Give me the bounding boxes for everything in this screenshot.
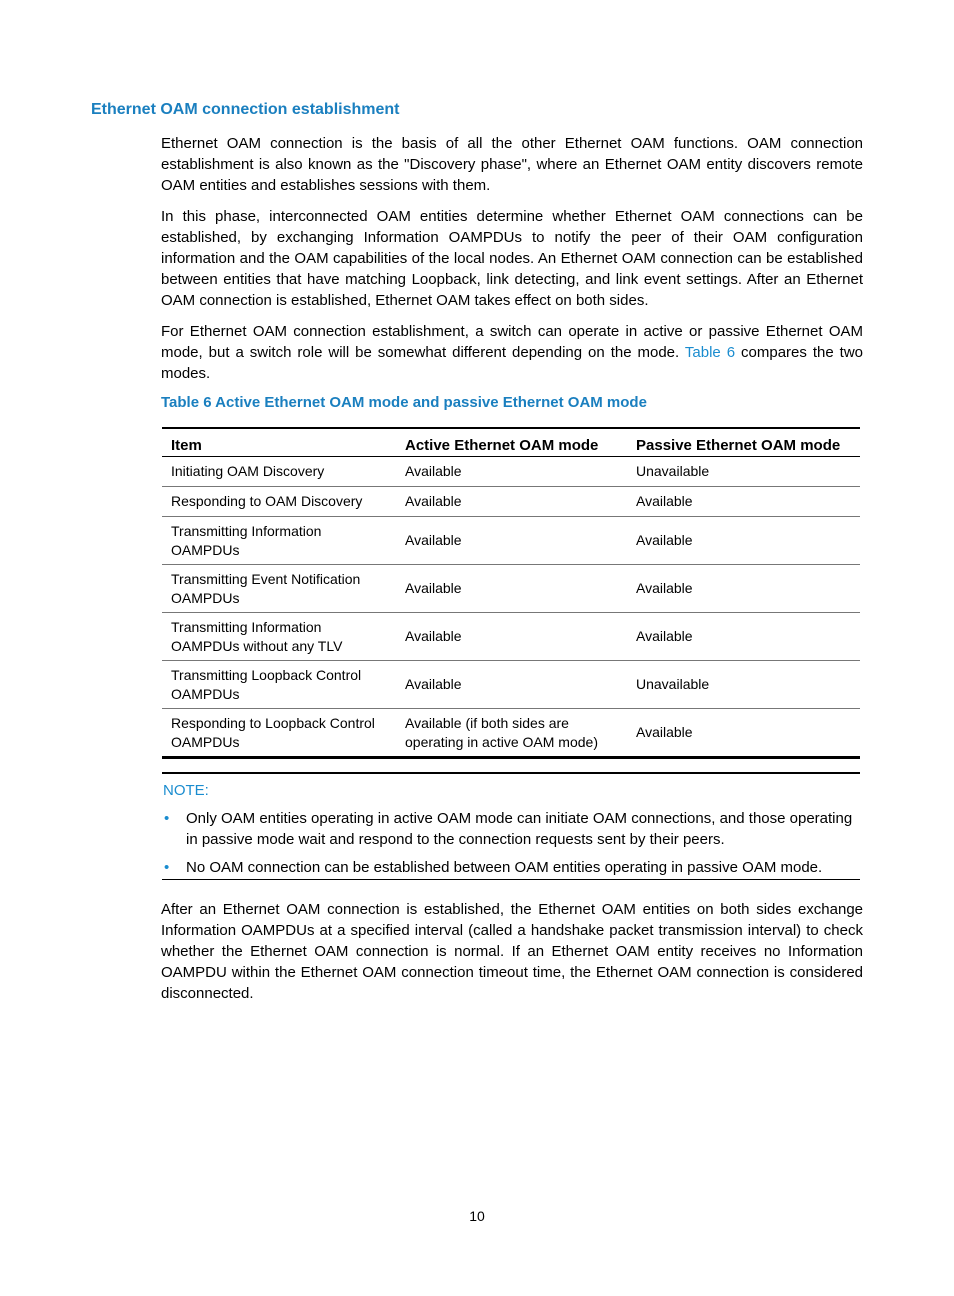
- section-heading: Ethernet OAM connection establishment: [91, 101, 400, 118]
- table-row: [162, 661, 860, 709]
- note-label: NOTE:: [163, 782, 209, 799]
- cell-active: Available (if both sides are operating in active OAM mode): [396, 709, 627, 758]
- table-row: [162, 457, 860, 487]
- note-item-text: No OAM connection can be established between OAM entities operating in passive OAM mode.: [186, 859, 823, 876]
- note-item: [163, 808, 860, 850]
- cell-active: Available: [396, 517, 627, 565]
- mode-paragraph: [161, 321, 863, 384]
- cell-item: Transmitting Information OAMPDUs: [162, 517, 396, 565]
- table-row: [162, 517, 860, 565]
- closing-paragraph: After an Ethernet OAM connection is established, the Ethernet OAM entities on both sides exchange Information OAMPDUs at a specified interval (called a handshake packet transmission interval) to check whether the Ethernet OAM connection is normal. If an Ethernet OAM entity receives no Information OAMPDU within the Ethernet OAM connection timeout time, the Ethernet OAM connection is considered disconnected.: [161, 901, 863, 1002]
- note-item: [163, 857, 860, 878]
- cell-item: Transmitting Event Notification OAMPDUs: [162, 565, 396, 613]
- table-row: [162, 613, 860, 661]
- table-header-row: [162, 428, 860, 457]
- mode-paragraph-text-before: For Ethernet OAM connection establishment, a switch can operate in active or passive Ethernet OAM mode, but a switch role will be somewhat different depending on the mode.: [161, 323, 863, 361]
- table-6-link[interactable]: Table 6: [684, 344, 736, 361]
- cell-item: Transmitting Loopback Control OAMPDUs: [162, 661, 396, 709]
- table-row: [162, 487, 860, 517]
- discovery-paragraph: In this phase, interconnected OAM entities determine whether Ethernet OAM connections can be established, by exchanging Information OAMPDUs to notify the peer of their OAM configuration information and the OAM capabilities of the local nodes. An Ethernet OAM connection can be established between entities that have matching Loopback, link detecting, and link event settings. After an Ethernet OAM connection is established, Ethernet OAM takes effect on both sides.: [161, 208, 863, 309]
- header-item: Item: [162, 428, 396, 457]
- cell-passive: Available: [627, 613, 860, 661]
- cell-passive: Available: [627, 487, 860, 517]
- cell-item: Initiating OAM Discovery: [162, 457, 396, 487]
- header-passive-mode: Passive Ethernet OAM mode: [627, 428, 860, 457]
- cell-active: Available: [396, 457, 627, 487]
- cell-passive: Available: [627, 565, 860, 613]
- cell-passive: Available: [627, 709, 860, 758]
- cell-passive: Unavailable: [627, 457, 860, 487]
- bullet-icon: •: [164, 859, 170, 876]
- table-caption: Table 6 Active Ethernet OAM mode and passive Ethernet OAM mode: [161, 394, 647, 411]
- table-row: [162, 565, 860, 613]
- cell-item: Transmitting Information OAMPDUs without any TLV: [162, 613, 396, 661]
- header-active-mode: Active Ethernet OAM mode: [396, 428, 627, 457]
- note-bottom-divider: [162, 879, 860, 880]
- note-top-divider: [162, 772, 860, 774]
- note-list: [163, 808, 860, 885]
- cell-active: Available: [396, 565, 627, 613]
- cell-item: Responding to Loopback Control OAMPDUs: [162, 709, 396, 758]
- mode-paragraph-text-after: compares the two modes.: [161, 344, 863, 382]
- cell-item: Responding to OAM Discovery: [162, 487, 396, 517]
- table-row: [162, 709, 860, 758]
- cell-passive: Available: [627, 517, 860, 565]
- cell-passive: Unavailable: [627, 661, 860, 709]
- oam-mode-table: [162, 427, 860, 759]
- note-item-text: Only OAM entities operating in active OAM mode can initiate OAM connections, and those operating in passive mode wait and respond to the connection requests sent by their peers.: [186, 810, 853, 848]
- intro-paragraph: Ethernet OAM connection is the basis of all the other Ethernet OAM functions. OAM connection establishment is also known as the "Discovery phase", where an Ethernet OAM entity discovers remote OAM entities and establishes sessions with them.: [161, 135, 863, 194]
- cell-active: Available: [396, 613, 627, 661]
- cell-active: Available: [396, 661, 627, 709]
- page-number: 10: [469, 1208, 485, 1224]
- bullet-icon: •: [164, 810, 170, 827]
- cell-active: Available: [396, 487, 627, 517]
